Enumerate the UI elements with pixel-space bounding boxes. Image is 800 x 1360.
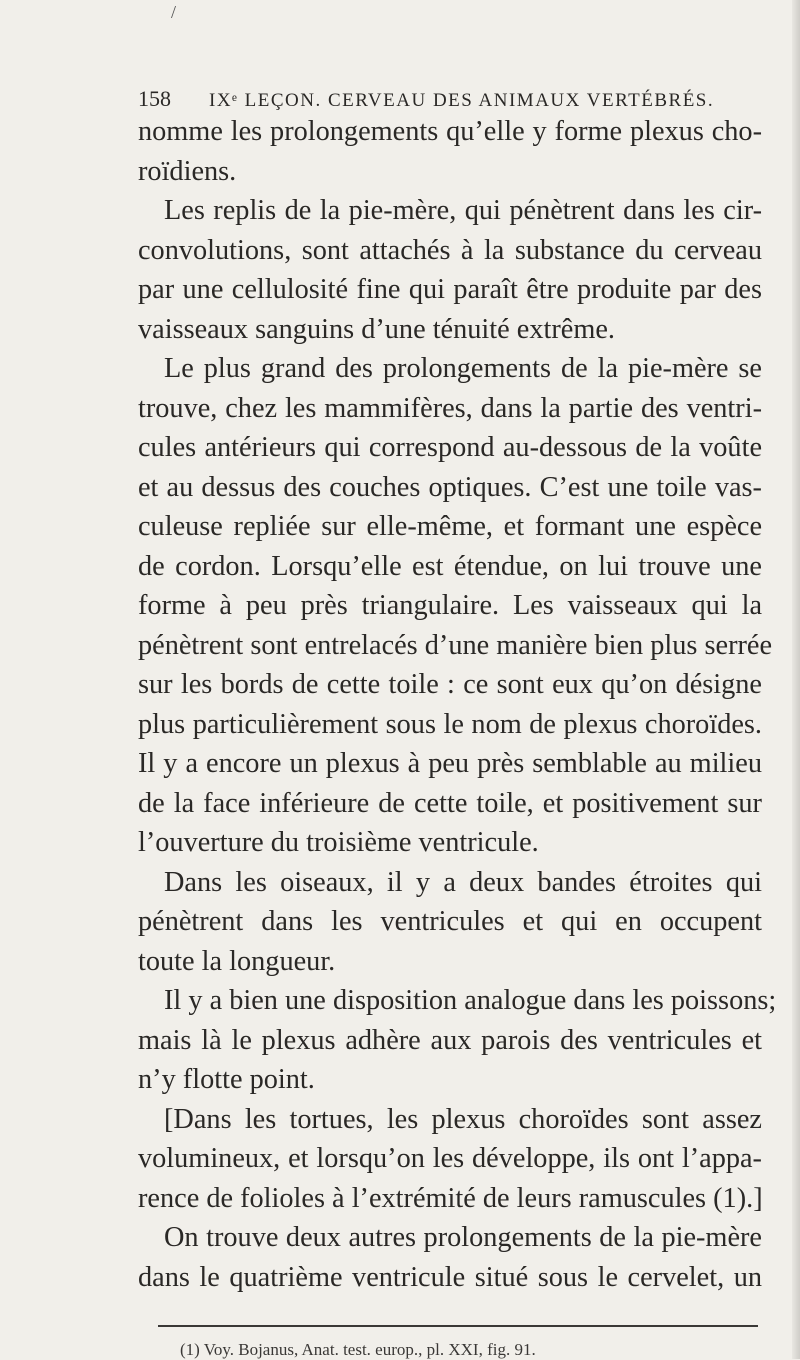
text-line: par une cellulosité fine qui paraît être produite par des bbox=[138, 274, 762, 305]
body-text bbox=[138, 112, 777, 1297]
text-line: rence de folioles à l’extrémité de leurs ramuscules (1).] bbox=[138, 1182, 763, 1214]
text-line: de la face inférieure de cette toile, et positivement sur bbox=[138, 787, 762, 819]
text-line: nomme les prolongements qu’elle y forme plexus cho- bbox=[138, 116, 762, 147]
text-line: mais là le plexus adhère aux parois des ventricules et bbox=[138, 1024, 762, 1056]
text-line: cules antérieurs qui correspond au-dessous de la voûte bbox=[138, 432, 762, 463]
text-line: l’ouverture du troisième ventricule. bbox=[138, 827, 539, 858]
footnote-rule bbox=[158, 1325, 758, 1327]
text-line: Les replis de la pie-mère, qui pénètrent dans les cir- bbox=[164, 195, 762, 226]
text-line: dans le quatrième ventricule situé sous le cervelet, un bbox=[138, 1261, 762, 1293]
text-line: et au dessus des couches optiques. C’est une toile vas- bbox=[138, 471, 762, 503]
text-line: roïdiens. bbox=[138, 155, 237, 187]
text-line: Le plus grand des prolongements de la pie-mère se bbox=[164, 353, 762, 384]
text-line: de cordon. Lorsqu’elle est étendue, on lui trouve une bbox=[138, 550, 762, 582]
text-line: pénètrent sont entrelacés d’une manière bien plus serrée bbox=[138, 629, 773, 661]
text-line: pénètrent dans les ventricules et qui en occupent bbox=[138, 906, 762, 937]
text-line: volumineux, et lorsqu’on les développe, ils ont l’appa- bbox=[138, 1143, 762, 1174]
text-line: Il y a encore un plexus à peu près semblable au milieu bbox=[138, 748, 762, 779]
text-line: [Dans les tortues, les plexus choroïdes sont assez bbox=[164, 1103, 762, 1135]
running-title: IXᵉ LEÇON. CERVEAU DES ANIMAUX VERTÉBRÉS. bbox=[209, 90, 715, 111]
text-line: culeuse repliée sur elle-même, et formant une espèce bbox=[138, 511, 762, 542]
text-line: n’y flotte point. bbox=[138, 1064, 315, 1095]
text-line: Dans les oiseaux, il y a deux bandes étroites qui bbox=[164, 866, 762, 898]
page-edge bbox=[792, 0, 800, 1359]
text-line: trouve, chez les mammifères, dans la partie des ventri- bbox=[138, 392, 762, 424]
footnote: (1) Voy. Bojanus, Anat. test. europ., pl. XXI, fig. 91. bbox=[180, 1340, 536, 1359]
running-header bbox=[138, 86, 758, 112]
text-line: On trouve deux autres prolongements de la pie-mère bbox=[164, 1222, 762, 1253]
text-line: Il y a bien une disposition analogue dans les poissons; bbox=[164, 985, 777, 1016]
page-number: 158 bbox=[138, 86, 171, 111]
text-line: vaisseaux sanguins d’une ténuité extrême. bbox=[138, 313, 615, 345]
top-mark: / bbox=[171, 2, 177, 22]
text-line: plus particulièrement sous le nom de plexus choroïdes. bbox=[138, 708, 762, 740]
text-line: convolutions, sont attachés à la substance du cerveau bbox=[138, 234, 762, 266]
text-line: forme à peu près triangulaire. Les vaisseaux qui la bbox=[138, 590, 762, 621]
text-line: toute la longueur. bbox=[138, 945, 336, 977]
text-line: sur les bords de cette toile : ce sont eux qu’on désigne bbox=[138, 669, 762, 700]
